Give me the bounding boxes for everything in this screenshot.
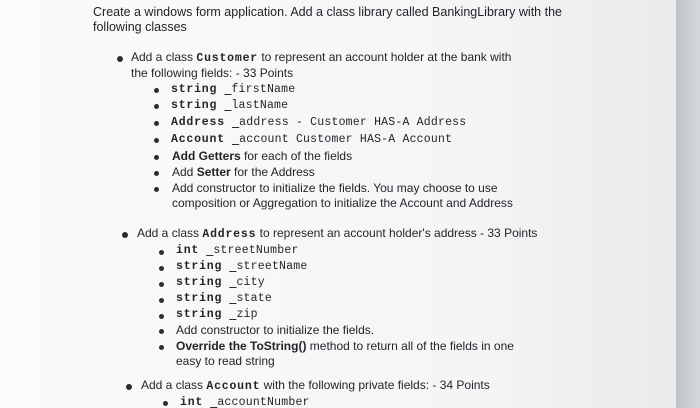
address-field-state: string state [176, 292, 272, 305]
bullet-icon [154, 88, 159, 93]
bullet-icon [159, 314, 164, 319]
account-field-accountnumber: int accountNumber [180, 396, 310, 408]
bullet-icon [154, 187, 159, 192]
customer-field-address: Address address - Customer HAS-A Address [171, 116, 467, 129]
bullet-icon [122, 232, 128, 238]
page-edge-shadow [676, 0, 700, 408]
bullet-icon [117, 56, 123, 62]
customer-field-firstname: string firstName [171, 83, 296, 96]
customer-heading: Add a class Customer to represent an account holder at the bank with the following fields: - 33 Points [131, 50, 512, 80]
bullet-icon [154, 155, 159, 160]
bullet-icon [159, 329, 164, 334]
bullet-icon [159, 266, 164, 271]
customer-setter: Add Setter for the Address [172, 165, 315, 179]
address-constructor: Add constructor to initialize the fields. [176, 323, 375, 337]
bullet-icon [154, 138, 159, 143]
address-field-zip: string zip [176, 308, 258, 321]
intro-paragraph: Create a windows form application. Add a class library called BankingLibrary with the following classes [93, 5, 562, 34]
bullet-icon [154, 171, 159, 176]
bullet-icon [159, 298, 164, 303]
account-heading: Add a class Account with the following private fields: - 34 Points [141, 378, 490, 393]
customer-getters: Add Getters for each of the fields [172, 149, 353, 163]
address-field-streetname: string streetName [176, 260, 308, 273]
bullet-icon [126, 384, 132, 390]
bullet-icon [163, 401, 168, 406]
address-field-city: string city [176, 276, 265, 289]
bullet-icon [159, 250, 164, 255]
bullet-icon [154, 121, 159, 126]
customer-field-account: Account account Customer HAS-A Account [171, 133, 453, 146]
address-field-streetnumber: int streetNumber [176, 244, 299, 257]
address-override: Override the ToString() method to return all of the fields in one easy to read string [176, 339, 514, 368]
bullet-icon [159, 282, 164, 287]
customer-field-lastname: string lastName [171, 99, 289, 112]
bullet-icon [159, 345, 164, 350]
address-heading: Add a class Address to represent an account holder's address - 33 Points [137, 226, 538, 241]
customer-constructor: Add constructor to initialize the fields. You may choose to use composition or Aggregation to initialize the Account and Address [172, 181, 513, 210]
bullet-icon [154, 104, 159, 109]
